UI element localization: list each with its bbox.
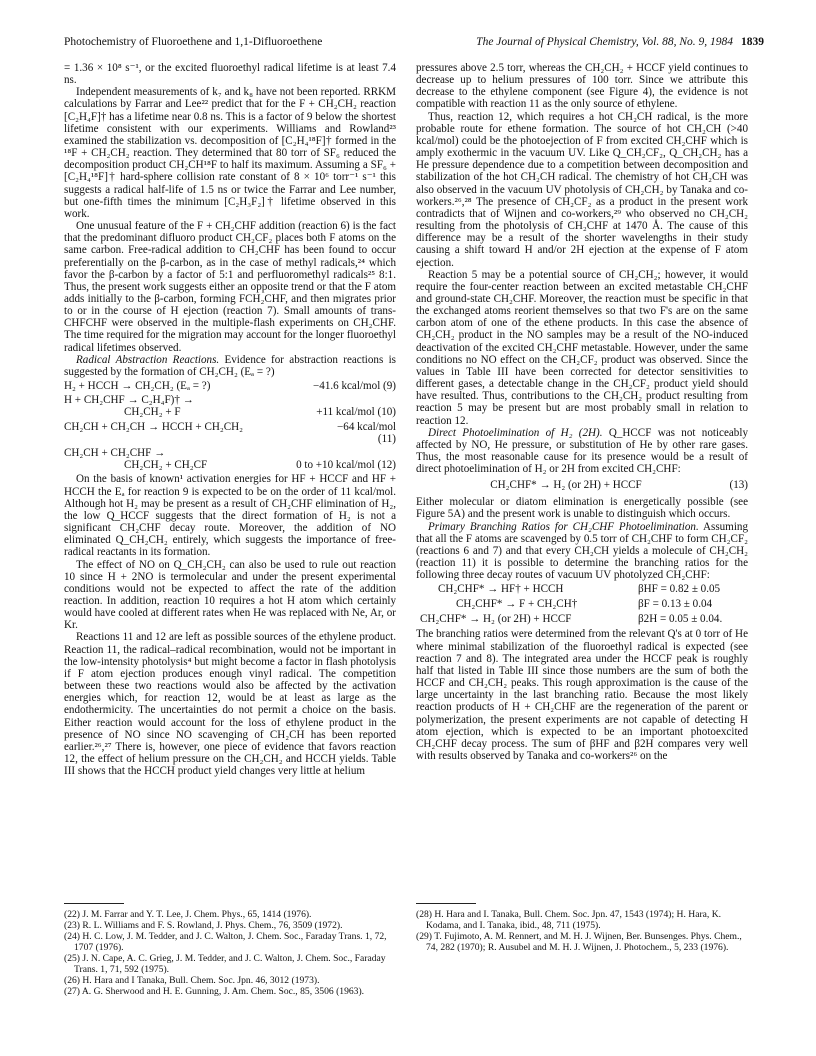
footnote: (29) T. Fujimoto, A. M. Rennert, and M. H. J. Wijnen, Ber. Bunsenges. Phys. Chem., 74, 282 (1970); R. Ausubel and M. H. J. Wijnen, J. Photochem., 5, 233 (1976). (416, 931, 742, 953)
equation-energy: +11 kcal/mol (10) (316, 406, 396, 419)
paragraph: Reaction 5 may be a potential source of CH₂CH₂; however, it would require the four-center reaction between an excited metastable CH₂CHF and ground-state CH₂CHF. Moreover, the reaction must be specific in that the exchanged atoms reorient themselves so that two F's are on the same carbon atom of one of the ethene products. In this case the absence of CH₂CH₂ product in the NO samples may be a result of the NO-induced deactivation of the excited CH₂CHF metastable. However, under the same conditions no NO effect on the CH₂CF₂ product was observed. Since the values in Table III have been corrected for detector sensitivities to different gases, a detectable change in the CH₂CF₂ product yield should have resulted. Thus, contributions to the CH₂CH₂ product resulting from reaction 5 may be present but are most probably small in relation to reaction 12. (416, 268, 748, 427)
paragraph: The branching ratios were determined from the relevant Q's at 0 torr of He where minimal stabilization of the fluoroethyl radical is expected (see reaction 7 and 8). The integrated area under the HCCF peak is roughly half that listed in Table III since those numbers are the sum of both the HCCF and CH₂CH₂ peaks. This rough approximation is the cause of the large uncertainty in the last branching ratio. Because the most likely reaction products of H + CH₂CHF are the regeneration of the parent or polymerization, the present experiments are not capable of detecting H atom ejection, which is expected to be an important photoexcited CH₂CHF decay process. The sum of βHF and β2H compares very well with results observed by Tanaka and co-workers²⁶ on the (416, 628, 748, 762)
paragraph: pressures above 2.5 torr, whereas the CH₂CH₂ + HCCF yield continues to decrease up to helium pressures of 100 torr. Since we attribute this decrease to the ethylene component (see Figure 4), the evidence is not compatible with reaction 11 as the only source of ethylene. (416, 62, 748, 111)
running-title: Photochemistry of Fluoroethene and 1,1-Difluoroethene (64, 36, 323, 48)
journal-name: The Journal of Physical Chemistry, Vol. 88, No. 9, 1984 (476, 36, 733, 48)
equation-energy: −41.6 kcal/mol (9) (313, 380, 396, 393)
branching-ratio: β2H = 0.05 ± 0.04. (638, 613, 723, 626)
equation-12 (64, 447, 396, 471)
footnote: (28) H. Hara and I. Tanaka, Bull. Chem. Soc. Jpn. 47, 1543 (1974); H. Hara, K. Kodama, and I. Tanaka, ibid., 48, 711 (1975). (416, 909, 722, 931)
paragraph: One unusual feature of the F + CH₂CHF addition (reaction 6) is the fact that the predominant difluoro product CH₂CF₂ places both F atoms on the same carbon. Free-radical addition to CH₂CHF has been found to occur preferentially on the β-carbon, as in the case of methyl radicals,²⁴ which favor the β-carbon by a factor of 5:1 and perfluoromethyl radicals²⁵ 8:1. Thus, the present work suggests either an opposite trend or that the F atom adds initially to the β-carbon, forming FCH₂CHF, and then migrates prior to or in the course of H ejection (reaction 7). Small amounts of trans-CHFCHF were observed in the multiple-flash experiments on CH₂CHF. The time required for the migration may account for the longer fluoroethyl radical lifetimes observed. (64, 220, 396, 354)
equation-13 (416, 479, 748, 492)
branching-reaction: CH₂CHF* → F + CH₂CH† (456, 598, 578, 611)
branching-reaction: CH₂CHF* → HF† + HCCH (438, 583, 564, 596)
footnote: (22) J. M. Farrar and Y. T. Lee, J. Chem. Phys., 65, 1414 (1976). (64, 909, 312, 920)
footnote: (27) A. G. Sherwood and H. E. Gunning, J. Am. Chem. Soc., 85, 3506 (1963). (64, 986, 365, 997)
footnote-divider (64, 903, 124, 904)
footnote-divider (416, 903, 476, 904)
footnotes-left (64, 909, 396, 997)
equation-9 (64, 380, 396, 392)
section-heading: Radical Abstraction Reactions. (76, 353, 220, 366)
section-heading: Primary Branching Ratios for CH₂CHF Photoelimination. (428, 520, 699, 533)
equation-lhs: H + CH₂CHF → C₂H₄F)† → (64, 394, 194, 407)
branching-ratio: βF = 0.13 ± 0.04 (638, 598, 713, 611)
equation-rhs: CH₂CH₂ + CH₂CF (124, 459, 208, 472)
paragraph: = 1.36 × 10⁸ s⁻¹, or the excited fluoroethyl radical lifetime is at least 7.4 ns. (64, 62, 396, 87)
journal-citation (476, 34, 764, 50)
paragraph: Either molecular or diatom elimination is energetically possible (see Figure 5A) and the present work is unable to distinguish which occurs. (416, 496, 748, 521)
branching-ratio: βHF = 0.82 ± 0.05 (638, 583, 721, 596)
footnote: (24) H. C. Low, J. M. Tedder, and J. C. Walton, J. Chem. Soc., Faraday Trans. 1, 72, 1707 (1976). (64, 931, 387, 953)
paragraph: Thus, reaction 12, which requires a hot CH₂CH radical, is the more probable route for ethene formation. The source of hot CH₂CH (>40 kcal/mol) could be the photoejection of F from excited CH₂CHF which is amply exothermic in the vacuum UV. Like Q_CH₂CF₂, Q_CH₂CH₂ has a He pressure dependence due to a competition between decomposition and stabilization of the hot CH₂CH radical. The chemistry of hot CH₂CH was also observed in the vacuum UV photolysis of CH₂CH₂ by Tanaka and co-workers.²⁶,²⁸ The presence of CH₂CF₂ as a product in the present work contradicts that of Wijnen and co-workers,²⁹ who observed no CH₂CH₂ resulting from the photolysis of CH₂CHF at 1470 Å. The cause of this difference may be a result of the shorter wavelengths in their study causing a shift toward H and/or 2H ejection at the expense of F atom ejection. (416, 110, 748, 269)
branching-row (416, 613, 748, 626)
equation-rhs: CH₂CH₂ + F (124, 406, 181, 419)
equation-11 (64, 421, 396, 445)
footnote: (26) H. Hara and I Tanaka, Bull. Chem. Soc. Jpn. 46, 3012 (1973). (64, 975, 320, 986)
equation-energy: 0 to +10 kcal/mol (12) (296, 459, 396, 472)
equation-lhs: CH₂CH + CH₂CHF → (64, 447, 166, 460)
paragraph: On the basis of known¹ activation energies for HF + HCCF and HF + HCCH the Eₐ for reaction 9 is expected to be on the order of 11 kcal/mol. Although hot H₂ may be present as a result of CH₂CHF elimination of H₂, the low Q_HCCF suggests that the direct formation of H₂ is not a significant CH₂CHF decay route. Moreover, the addition of NO eliminated Q_CH₂CH₂ entirely, which suggests the importance of free-radical reactants in its formation. (64, 473, 396, 559)
paragraph: Reactions 11 and 12 are left as possible sources of the ethylene product. Reaction 11, the radical–radical recombination, would not be important in the low-intensity photolysis⁴ but might become a factor in flash photolysis if F atom ejection produces enough vinyl radical. The competition between these two reactions would also be affected by the activation energies which, for reaction 12, would be at least as large as the endothermicity. The uncertainties do not permit a choice on the basis. Either reaction would account for the loss of ethylene product in the presence of NO since NO scavenging of CH₂CH has been reported earlier.²⁶,²⁷ There is, however, one piece of evidence that favors reaction 12, the effect of helium pressure on the CH₂CH₂ and HCCH yields. Table III shows that the HCCH product yield changes very little at helium (64, 631, 396, 778)
paragraph: The effect of NO on Q_CH₂CH₂ can also be used to rule out reaction 10 since H + 2NO is termolecular and under the present experimental conditions would not be expected to affect the rate of the addition reaction. In addition, reaction 10 requires a hot H atom which certainly would have cooled at different rates when He was replaced with Ne, Ar, or Kr. (64, 558, 396, 632)
paragraph-text: Assuming that all the F atoms are scavenged by 0.5 torr of CH₂CHF to form CH₂CF₂ (reactions 6 and 7) and that every CH₂CH yields a molecule of CH₂CH₂ (reaction 11) it is possible to determine the branching ratios for the following three decay routes of vacuum UV photolyzed CH₂CHF: (416, 520, 748, 582)
branching-reaction: CH₂CHF* → H₂ (or 2H) + HCCF (420, 613, 572, 626)
section-heading: Direct Photoelimination of H₂ (2H). (428, 426, 603, 439)
footnotes-right (416, 909, 748, 953)
equation-energy: −64 kcal/mol (337, 420, 396, 433)
right-column (416, 62, 748, 762)
equation-10 (64, 394, 396, 418)
paragraph (416, 521, 748, 582)
paragraph-text: Evidence for abstraction reactions is suggested by the formation of CH₂CH₂ (Eₐ = ?) (64, 353, 396, 378)
branching-row (416, 583, 748, 596)
left-column (64, 62, 396, 777)
footnote: (23) R. L. Williams and F. S. Rowland, J. Phys. Chem., 76, 3509 (1972). (64, 920, 343, 931)
equation-body: CH₂CHF* → H₂ (or 2H) + HCCF (490, 479, 642, 492)
running-header (64, 34, 764, 50)
branching-row (416, 598, 748, 611)
equation-number: (11) (377, 432, 396, 445)
equation-lhs: CH₂CH + CH₂CH → HCCH + CH₂CH₂ (64, 420, 244, 433)
equation-lhs: H₂ + HCCH → CH₂CH₂ (Eₐ = ?) (64, 380, 211, 393)
paragraph-text: Q_HCCF was not noticeably affected by NO, He pressure, or substitution of He by other rare gases. Thus, the most reasonable cause for its presence would be a result of direct photoelimination of H₂ or 2H from excited CH₂CHF: (416, 426, 748, 476)
paragraph: Independent measurements of k₇ and k₈ have not been reported. RRKM calculations by Farrar and Lee²² predict that for the F + CH₂CH₂ reaction [C₂H₄F]† has a lifetime near 0.8 ns. This is a factor of 9 below the shortest lifetime consistent with our experiments. Williams and Rowland²³ examined the stabilization vs. decomposition of [C₂H₄¹⁸F]† formed in the ¹⁸F + CH₂CH₂ reaction. They determined that 80 torr of SF₆ reduced the decomposition product CH₂CH¹⁸F to half its maximum. Assuming a SF₆ + [C₂H₄¹⁸F]† hard-sphere collision rate constant of 8 × 10⁶ torr⁻¹ s⁻¹ this suggests a radical half-life of 1.5 ns or twice the Farrar and Lee number, but one-fifth times the minimum [C₂H₃F₂]† lifetime observed in this work. (64, 86, 396, 220)
footnote: (25) J. N. Cape, A. C. Grieg, J. M. Tedder, and J. C. Walton, J. Chem. Soc., Faraday Trans. 1, 71, 592 (1975). (64, 953, 386, 975)
paragraph (64, 354, 396, 378)
paragraph (416, 427, 748, 476)
page-number: 1839 (741, 36, 764, 48)
equation-number: (13) (729, 479, 748, 492)
